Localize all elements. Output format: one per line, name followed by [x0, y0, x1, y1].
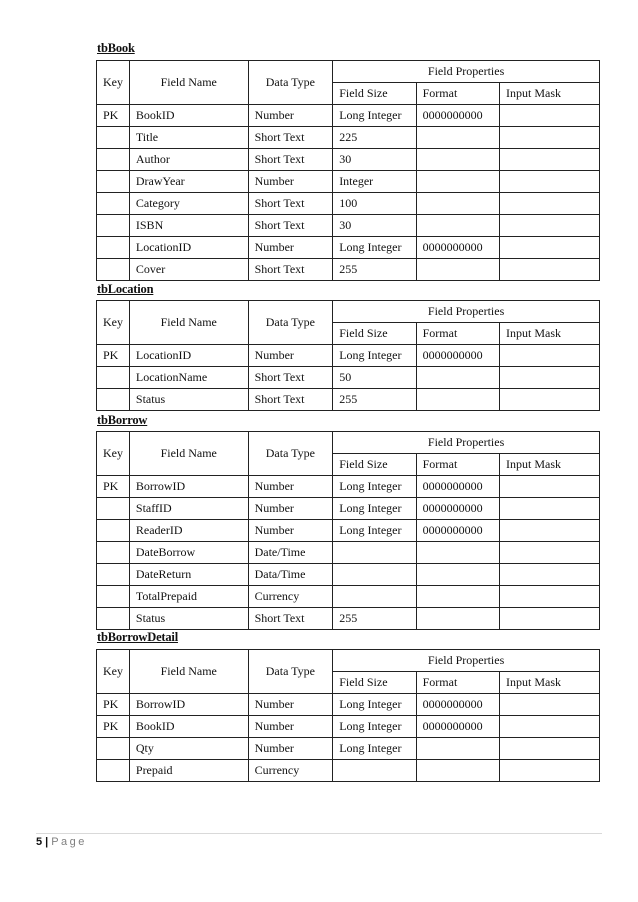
- table-row: [97, 738, 600, 760]
- input-mask-cell: [500, 237, 600, 259]
- field-size-cell: Long Integer: [333, 345, 416, 367]
- input-mask-cell: [500, 694, 600, 716]
- key-cell: [97, 127, 130, 149]
- footer-separator: |: [45, 836, 49, 848]
- format-cell: [416, 760, 499, 782]
- input-mask-cell: [500, 215, 600, 237]
- format-cell: 0000000000: [416, 520, 499, 542]
- table-row: [97, 586, 600, 608]
- key-cell: [97, 520, 130, 542]
- key-cell: [97, 564, 130, 586]
- header-field-properties: Field Properties: [333, 61, 600, 83]
- header-input-mask: Input Mask: [500, 454, 600, 476]
- data-type-cell: Number: [248, 476, 333, 498]
- field-name-cell: ReaderID: [129, 520, 248, 542]
- table-row: [97, 608, 600, 630]
- header-field-properties: Field Properties: [333, 650, 600, 672]
- format-cell: 0000000000: [416, 476, 499, 498]
- input-mask-cell: [500, 608, 600, 630]
- field-name-cell: LocationID: [129, 237, 248, 259]
- schema-table-tbborrow: [96, 431, 600, 630]
- data-type-cell: Short Text: [248, 389, 333, 411]
- key-cell: [97, 760, 130, 782]
- field-size-cell: Long Integer: [333, 738, 416, 760]
- format-cell: 0000000000: [416, 237, 499, 259]
- data-type-cell: Number: [248, 520, 333, 542]
- field-size-cell: Long Integer: [333, 498, 416, 520]
- input-mask-cell: [500, 149, 600, 171]
- table-row: [97, 215, 600, 237]
- input-mask-cell: [500, 542, 600, 564]
- table-row: [97, 149, 600, 171]
- data-type-cell: Currency: [248, 760, 333, 782]
- table-title-tbborrowdetail: tbBorrowDetail: [97, 630, 178, 644]
- format-cell: [416, 608, 499, 630]
- field-name-cell: DrawYear: [129, 171, 248, 193]
- format-cell: [416, 738, 499, 760]
- input-mask-cell: [500, 476, 600, 498]
- format-cell: [416, 259, 499, 281]
- key-cell: [97, 498, 130, 520]
- field-name-cell: DateReturn: [129, 564, 248, 586]
- table-row: [97, 389, 600, 411]
- input-mask-cell: [500, 389, 600, 411]
- format-cell: 0000000000: [416, 105, 499, 127]
- format-cell: [416, 542, 499, 564]
- header-input-mask: Input Mask: [500, 323, 600, 345]
- field-name-cell: LocationName: [129, 367, 248, 389]
- field-name-cell: Status: [129, 389, 248, 411]
- data-type-cell: Number: [248, 171, 333, 193]
- header-field-size: Field Size: [333, 672, 416, 694]
- key-cell: [97, 171, 130, 193]
- field-name-cell: DateBorrow: [129, 542, 248, 564]
- data-type-cell: Number: [248, 498, 333, 520]
- table-row: [97, 564, 600, 586]
- page-footer: [36, 836, 87, 848]
- data-type-cell: Number: [248, 345, 333, 367]
- data-type-cell: Short Text: [248, 608, 333, 630]
- table-row: [97, 105, 600, 127]
- field-name-cell: BookID: [129, 716, 248, 738]
- data-type-cell: Short Text: [248, 193, 333, 215]
- field-name-cell: Prepaid: [129, 760, 248, 782]
- schema-table-tblocation: [96, 300, 600, 411]
- table-row: [97, 127, 600, 149]
- format-cell: [416, 367, 499, 389]
- table-title-tbbook: tbBook: [97, 41, 135, 55]
- header-format: Format: [416, 323, 499, 345]
- field-name-cell: BorrowID: [129, 694, 248, 716]
- page-label: Page: [51, 836, 87, 848]
- field-size-cell: [333, 564, 416, 586]
- header-key: Key: [97, 61, 130, 105]
- header-data-type: Data Type: [248, 432, 333, 476]
- input-mask-cell: [500, 171, 600, 193]
- input-mask-cell: [500, 716, 600, 738]
- table-row: [97, 694, 600, 716]
- header-data-type: Data Type: [248, 61, 333, 105]
- input-mask-cell: [500, 259, 600, 281]
- header-format: Format: [416, 454, 499, 476]
- key-cell: PK: [97, 476, 130, 498]
- table-row: [97, 345, 600, 367]
- field-size-cell: Long Integer: [333, 694, 416, 716]
- header-key: Key: [97, 432, 130, 476]
- key-cell: [97, 193, 130, 215]
- input-mask-cell: [500, 105, 600, 127]
- page-number: 5: [36, 836, 43, 848]
- field-name-cell: Cover: [129, 259, 248, 281]
- field-size-cell: 225: [333, 127, 416, 149]
- field-size-cell: 30: [333, 149, 416, 171]
- table-row: [97, 760, 600, 782]
- field-name-cell: Author: [129, 149, 248, 171]
- key-cell: [97, 259, 130, 281]
- data-type-cell: Number: [248, 105, 333, 127]
- input-mask-cell: [500, 345, 600, 367]
- header-field-name: Field Name: [129, 432, 248, 476]
- header-data-type: Data Type: [248, 301, 333, 345]
- data-type-cell: Number: [248, 237, 333, 259]
- field-size-cell: Long Integer: [333, 105, 416, 127]
- field-size-cell: Integer: [333, 171, 416, 193]
- data-type-cell: Number: [248, 694, 333, 716]
- key-cell: [97, 237, 130, 259]
- field-name-cell: BorrowID: [129, 476, 248, 498]
- header-key: Key: [97, 650, 130, 694]
- header-field-size: Field Size: [333, 83, 416, 105]
- format-cell: [416, 586, 499, 608]
- field-size-cell: 50: [333, 367, 416, 389]
- table-row: [97, 367, 600, 389]
- field-size-cell: Long Integer: [333, 237, 416, 259]
- input-mask-cell: [500, 760, 600, 782]
- input-mask-cell: [500, 738, 600, 760]
- input-mask-cell: [500, 586, 600, 608]
- format-cell: [416, 171, 499, 193]
- format-cell: [416, 564, 499, 586]
- header-field-name: Field Name: [129, 650, 248, 694]
- key-cell: [97, 367, 130, 389]
- data-type-cell: Short Text: [248, 127, 333, 149]
- field-size-cell: 100: [333, 193, 416, 215]
- key-cell: PK: [97, 716, 130, 738]
- input-mask-cell: [500, 564, 600, 586]
- field-size-cell: [333, 586, 416, 608]
- format-cell: [416, 149, 499, 171]
- key-cell: [97, 149, 130, 171]
- header-data-type: Data Type: [248, 650, 333, 694]
- header-key: Key: [97, 301, 130, 345]
- key-cell: [97, 215, 130, 237]
- input-mask-cell: [500, 367, 600, 389]
- format-cell: [416, 215, 499, 237]
- header-field-name: Field Name: [129, 301, 248, 345]
- input-mask-cell: [500, 193, 600, 215]
- format-cell: [416, 389, 499, 411]
- schema-table-tbbook: [96, 60, 600, 281]
- field-size-cell: [333, 760, 416, 782]
- field-name-cell: StaffID: [129, 498, 248, 520]
- header-field-name: Field Name: [129, 61, 248, 105]
- table-row: [97, 542, 600, 564]
- field-size-cell: Long Integer: [333, 716, 416, 738]
- table-row: [97, 259, 600, 281]
- field-name-cell: Category: [129, 193, 248, 215]
- key-cell: [97, 389, 130, 411]
- header-input-mask: Input Mask: [500, 83, 600, 105]
- field-name-cell: Status: [129, 608, 248, 630]
- input-mask-cell: [500, 520, 600, 542]
- key-cell: [97, 608, 130, 630]
- table-title-tbborrow: tbBorrow: [97, 413, 148, 427]
- field-size-cell: 255: [333, 608, 416, 630]
- table-row: [97, 520, 600, 542]
- data-type-cell: Short Text: [248, 149, 333, 171]
- format-cell: [416, 193, 499, 215]
- header-input-mask: Input Mask: [500, 672, 600, 694]
- field-size-cell: 255: [333, 259, 416, 281]
- data-type-cell: Number: [248, 738, 333, 760]
- header-format: Format: [416, 83, 499, 105]
- field-name-cell: LocationID: [129, 345, 248, 367]
- data-type-cell: Date/Time: [248, 542, 333, 564]
- header-field-properties: Field Properties: [333, 432, 600, 454]
- key-cell: PK: [97, 345, 130, 367]
- field-name-cell: BookID: [129, 105, 248, 127]
- data-type-cell: Short Text: [248, 259, 333, 281]
- key-cell: [97, 738, 130, 760]
- field-name-cell: ISBN: [129, 215, 248, 237]
- input-mask-cell: [500, 498, 600, 520]
- table-title-tblocation: tbLocation: [97, 282, 154, 296]
- format-cell: 0000000000: [416, 694, 499, 716]
- table-row: [97, 171, 600, 193]
- table-row: [97, 498, 600, 520]
- field-name-cell: TotalPrepaid: [129, 586, 248, 608]
- key-cell: [97, 586, 130, 608]
- table-row: [97, 193, 600, 215]
- input-mask-cell: [500, 127, 600, 149]
- data-type-cell: Data/Time: [248, 564, 333, 586]
- data-type-cell: Number: [248, 716, 333, 738]
- field-size-cell: 255: [333, 389, 416, 411]
- field-size-cell: Long Integer: [333, 520, 416, 542]
- field-size-cell: 30: [333, 215, 416, 237]
- key-cell: PK: [97, 105, 130, 127]
- schema-table-tbborrowdetail: [96, 649, 600, 782]
- header-field-size: Field Size: [333, 454, 416, 476]
- table-row: [97, 476, 600, 498]
- format-cell: 0000000000: [416, 345, 499, 367]
- field-name-cell: Qty: [129, 738, 248, 760]
- format-cell: 0000000000: [416, 498, 499, 520]
- header-field-properties: Field Properties: [333, 301, 600, 323]
- format-cell: [416, 127, 499, 149]
- footer-divider: [36, 833, 602, 834]
- data-type-cell: Short Text: [248, 215, 333, 237]
- table-row: [97, 716, 600, 738]
- table-row: [97, 237, 600, 259]
- field-size-cell: Long Integer: [333, 476, 416, 498]
- key-cell: [97, 542, 130, 564]
- data-type-cell: Short Text: [248, 367, 333, 389]
- key-cell: PK: [97, 694, 130, 716]
- header-format: Format: [416, 672, 499, 694]
- data-type-cell: Currency: [248, 586, 333, 608]
- header-field-size: Field Size: [333, 323, 416, 345]
- format-cell: 0000000000: [416, 716, 499, 738]
- field-size-cell: [333, 542, 416, 564]
- field-name-cell: Title: [129, 127, 248, 149]
